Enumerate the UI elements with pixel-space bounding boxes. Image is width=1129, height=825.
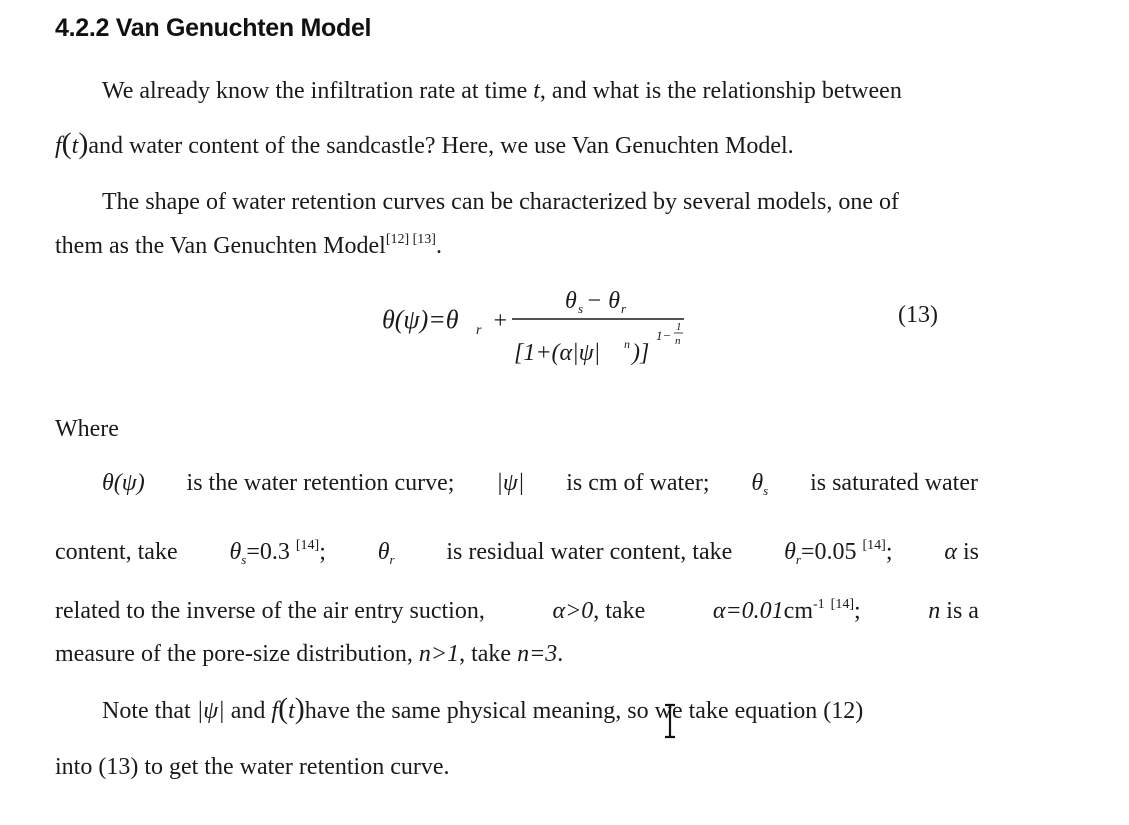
var-f: f	[55, 133, 62, 159]
var-f: f	[271, 698, 279, 724]
text: related to the inverse of the air entry suction,	[55, 598, 485, 624]
eq-denominator: [1+(α|ψ|	[514, 340, 601, 366]
text: ;	[854, 598, 861, 624]
eq-numerator-b: − θ	[586, 288, 620, 314]
condition: n>1	[418, 641, 460, 667]
text: .	[557, 641, 564, 667]
eq-numerator-b-sub: r	[621, 301, 627, 316]
unit-exponent: -1	[813, 597, 825, 612]
text: measure of the pore-size distribution,	[55, 641, 413, 667]
theta-s: θ	[751, 470, 764, 496]
eq-den-close: )]	[632, 340, 650, 366]
definitions-line-4	[55, 639, 563, 669]
paragraph-1-line-1	[102, 76, 902, 106]
note-line-1: Note that |ψ| and f(t)have the same physical meaning, so we take equation (12)	[102, 692, 864, 725]
text: We already know the infiltration rate at time	[102, 78, 534, 104]
note-line-2: into (13) to get the water retention curve.	[55, 754, 450, 780]
text: is the water retention curve;	[186, 470, 455, 496]
text: , and what is the relationship between	[539, 78, 902, 104]
paragraph-2-line-1: The shape of water retention curves can be characterized by several models, one of	[102, 189, 899, 215]
alpha: α	[944, 539, 957, 565]
value: =0.05	[800, 539, 857, 565]
text: Note that	[102, 698, 191, 724]
text: is residual water content, take	[446, 539, 733, 565]
text: and	[230, 698, 266, 724]
text: is	[962, 539, 979, 565]
var-n: n	[928, 598, 941, 624]
eq-numerator-a-sub: s	[578, 301, 584, 316]
definitions-line-2	[55, 537, 979, 567]
text: them as the Van Genuchten Model	[55, 233, 386, 259]
subscript: r	[795, 552, 801, 567]
paragraph-1-line-2: f(t)and water content of the sandcastle? Here, we use Van Genuchten Model.	[55, 127, 794, 160]
text: is saturated water	[810, 470, 978, 496]
eq-den-power: 1−	[656, 328, 672, 343]
text: is cm of water;	[566, 470, 710, 496]
theta-r: θ	[784, 539, 796, 565]
text: .	[435, 233, 442, 259]
citation: [14]	[862, 538, 886, 553]
equation-graphic	[380, 282, 700, 382]
equation-13	[380, 282, 700, 382]
text: , take	[593, 598, 646, 624]
theta-psi: θ(ψ)	[102, 470, 145, 496]
eq-den-exp: n	[624, 337, 630, 351]
unit: cm	[783, 598, 813, 624]
var-t: t	[71, 133, 79, 159]
citation: [12] [13]	[385, 232, 436, 247]
text: , take	[459, 641, 512, 667]
text-cursor-icon	[662, 703, 678, 739]
text: is a	[946, 598, 979, 624]
where-label: Where	[55, 416, 119, 442]
theta-s: θ	[229, 539, 242, 565]
text: content, take	[55, 539, 178, 565]
subscript: r	[389, 552, 395, 567]
abs-psi: |ψ|	[196, 698, 225, 724]
paragraph-2-line-2	[55, 231, 442, 261]
eq-numerator-a: θ	[565, 288, 577, 314]
eq-den-power-den: n	[675, 335, 681, 347]
value: =0.3	[246, 539, 290, 565]
text: and water content of the sandcastle? Here, we use Van Genuchten Model.	[88, 133, 794, 159]
citation: [14]	[295, 538, 320, 553]
eq-lhs-sub: r	[476, 323, 482, 338]
value: n=3	[517, 641, 558, 667]
theta-r: θ	[377, 539, 390, 565]
subscript: s	[763, 483, 769, 498]
eq-lhs: θ(ψ)=θ	[382, 305, 459, 334]
citation: [14]	[830, 597, 854, 612]
condition: α>0	[552, 598, 594, 624]
eq-plus: +	[492, 308, 509, 334]
eq-den-power-num: 1	[676, 321, 682, 333]
definitions-line-3	[55, 596, 979, 626]
value: α=0.01	[712, 598, 784, 624]
var-t: t	[533, 78, 540, 104]
text: ;	[885, 539, 893, 565]
var-t: t	[288, 698, 295, 724]
definitions-line-1	[102, 468, 978, 498]
equation-number: (13)	[898, 302, 938, 328]
abs-psi: |ψ|	[496, 470, 525, 496]
subscript: s	[241, 552, 247, 567]
text: have the same physical meaning, so we take equation (12)	[304, 698, 864, 724]
text: ;	[319, 539, 326, 565]
section-heading: 4.2.2 Van Genuchten Model	[55, 14, 372, 42]
